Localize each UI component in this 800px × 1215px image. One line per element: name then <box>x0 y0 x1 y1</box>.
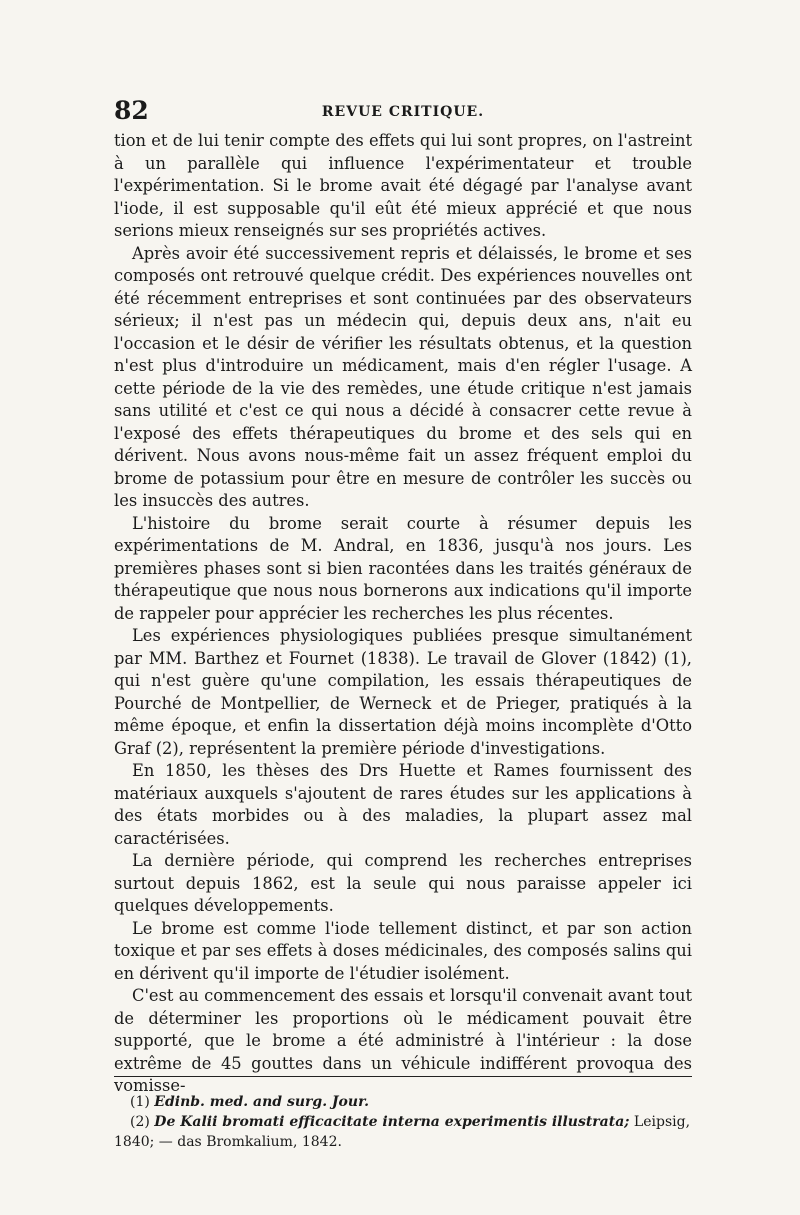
footnote <box>114 1112 692 1152</box>
paragraph: Après avoir été successivement repris et délaissés, le brome et ses composés ont retrouvé quelque crédit. Des expériences nouvelles ont été récemment entreprises et sont continuées par des observateurs sérieux; il n'est pas un médecin qui, depuis deux ans, n'ait eu l'occasion et le désir de vérifier les résultats obtenus, et la question n'est plus d'introduire un médicament, mais d'en régler l'usage. A cette période de la vie des remèdes, une étude critique n'est jamais sans utilité et c'est ce qui nous a décidé à consacrer cette revue à l'exposé des effets thérapeutiques du brome et des sels qui en dérivent. Nous avons nous-même fait un assez fréquent emploi du brome de potassium pour être en mesure de contrôler les succès ou les insuccès des autres. <box>114 243 692 510</box>
footnote <box>114 1092 692 1112</box>
footnotes <box>114 1092 692 1152</box>
footnote-marker: (2) <box>130 1114 150 1130</box>
footnote-title: De Kalii bromati efficacitate interna experimentis illustrata; <box>154 1114 630 1130</box>
paragraph: C'est au commencement des essais et lorsqu'il convenait avant tout de déterminer les proportions où le médicament pouvait être supporté, que le brome a été administré à l'intérieur : la dose extrême de 45 gouttes dans un véhicule indifférent provoqua des vomisse- <box>114 986 692 1095</box>
footnote-title: Edinb. med. and surg. Jour. <box>154 1094 370 1110</box>
paragraph: tion et de lui tenir compte des effets qui lui sont propres, on l'astreint à un parallèle qui influence l'expérimentateur et trouble l'expérimentation. Si le brome avait été dégagé par l'analyse avant l'iode, il est supposable qu'il eût été mieux apprécié et que nous serions mieux renseignés sur ses propriétés actives. <box>114 131 692 240</box>
paragraph: La dernière période, qui comprend les recherches entreprises surtout depuis 1862, est la seule qui nous paraisse appeler ici quelques développements. <box>114 851 692 915</box>
body-text <box>114 130 692 1098</box>
running-title: REVUE CRITIQUE. <box>321 104 485 120</box>
footnote-rest: Leipsig, 1840; — das Bromkalium, 1842. <box>114 1114 691 1150</box>
footnote-marker: (1) <box>130 1094 150 1110</box>
paragraph: Les expériences physiologiques publiées presque simultanément par MM. Barthez et Fournet (1838). Le travail de Glover (1842) (1), qui n'est guère qu'une compilation, les essais thérapeutiques de Pourché de Montpellier, de Werneck et de Prieger, pratiqués à la même époque, et enfin la dissertation déjà moins incomplète d'Otto Graf (2), représentent la première période d'investigations. <box>114 626 692 758</box>
paragraph: L'histoire du brome serait courte à résumer depuis les expérimentations de M. Andral, en 1836, jusqu'à nos jours. Les premières phases sont si bien racontées dans les traités généraux de thérapeutique que nous nous bornerons aux indications qu'il importe de rappeler pour apprécier les recherches les plus récentes. <box>114 513 692 623</box>
footnote-divider <box>114 1076 692 1077</box>
paragraph: Le brome est comme l'iode tellement distinct, et par son action toxique et par ses effets à doses médicinales, des composés salins qui en dérivent qu'il importe de l'étudier isolément. <box>114 918 692 983</box>
page-number: 82 <box>114 96 149 125</box>
page-header <box>114 96 692 126</box>
paragraph: En 1850, les thèses des Drs Huette et Rames fournissent des matériaux auxquels s'ajoutent de rares études sur les applications à des états morbides ou à des maladies, la plupart assez mal caractérisées. <box>114 761 692 848</box>
